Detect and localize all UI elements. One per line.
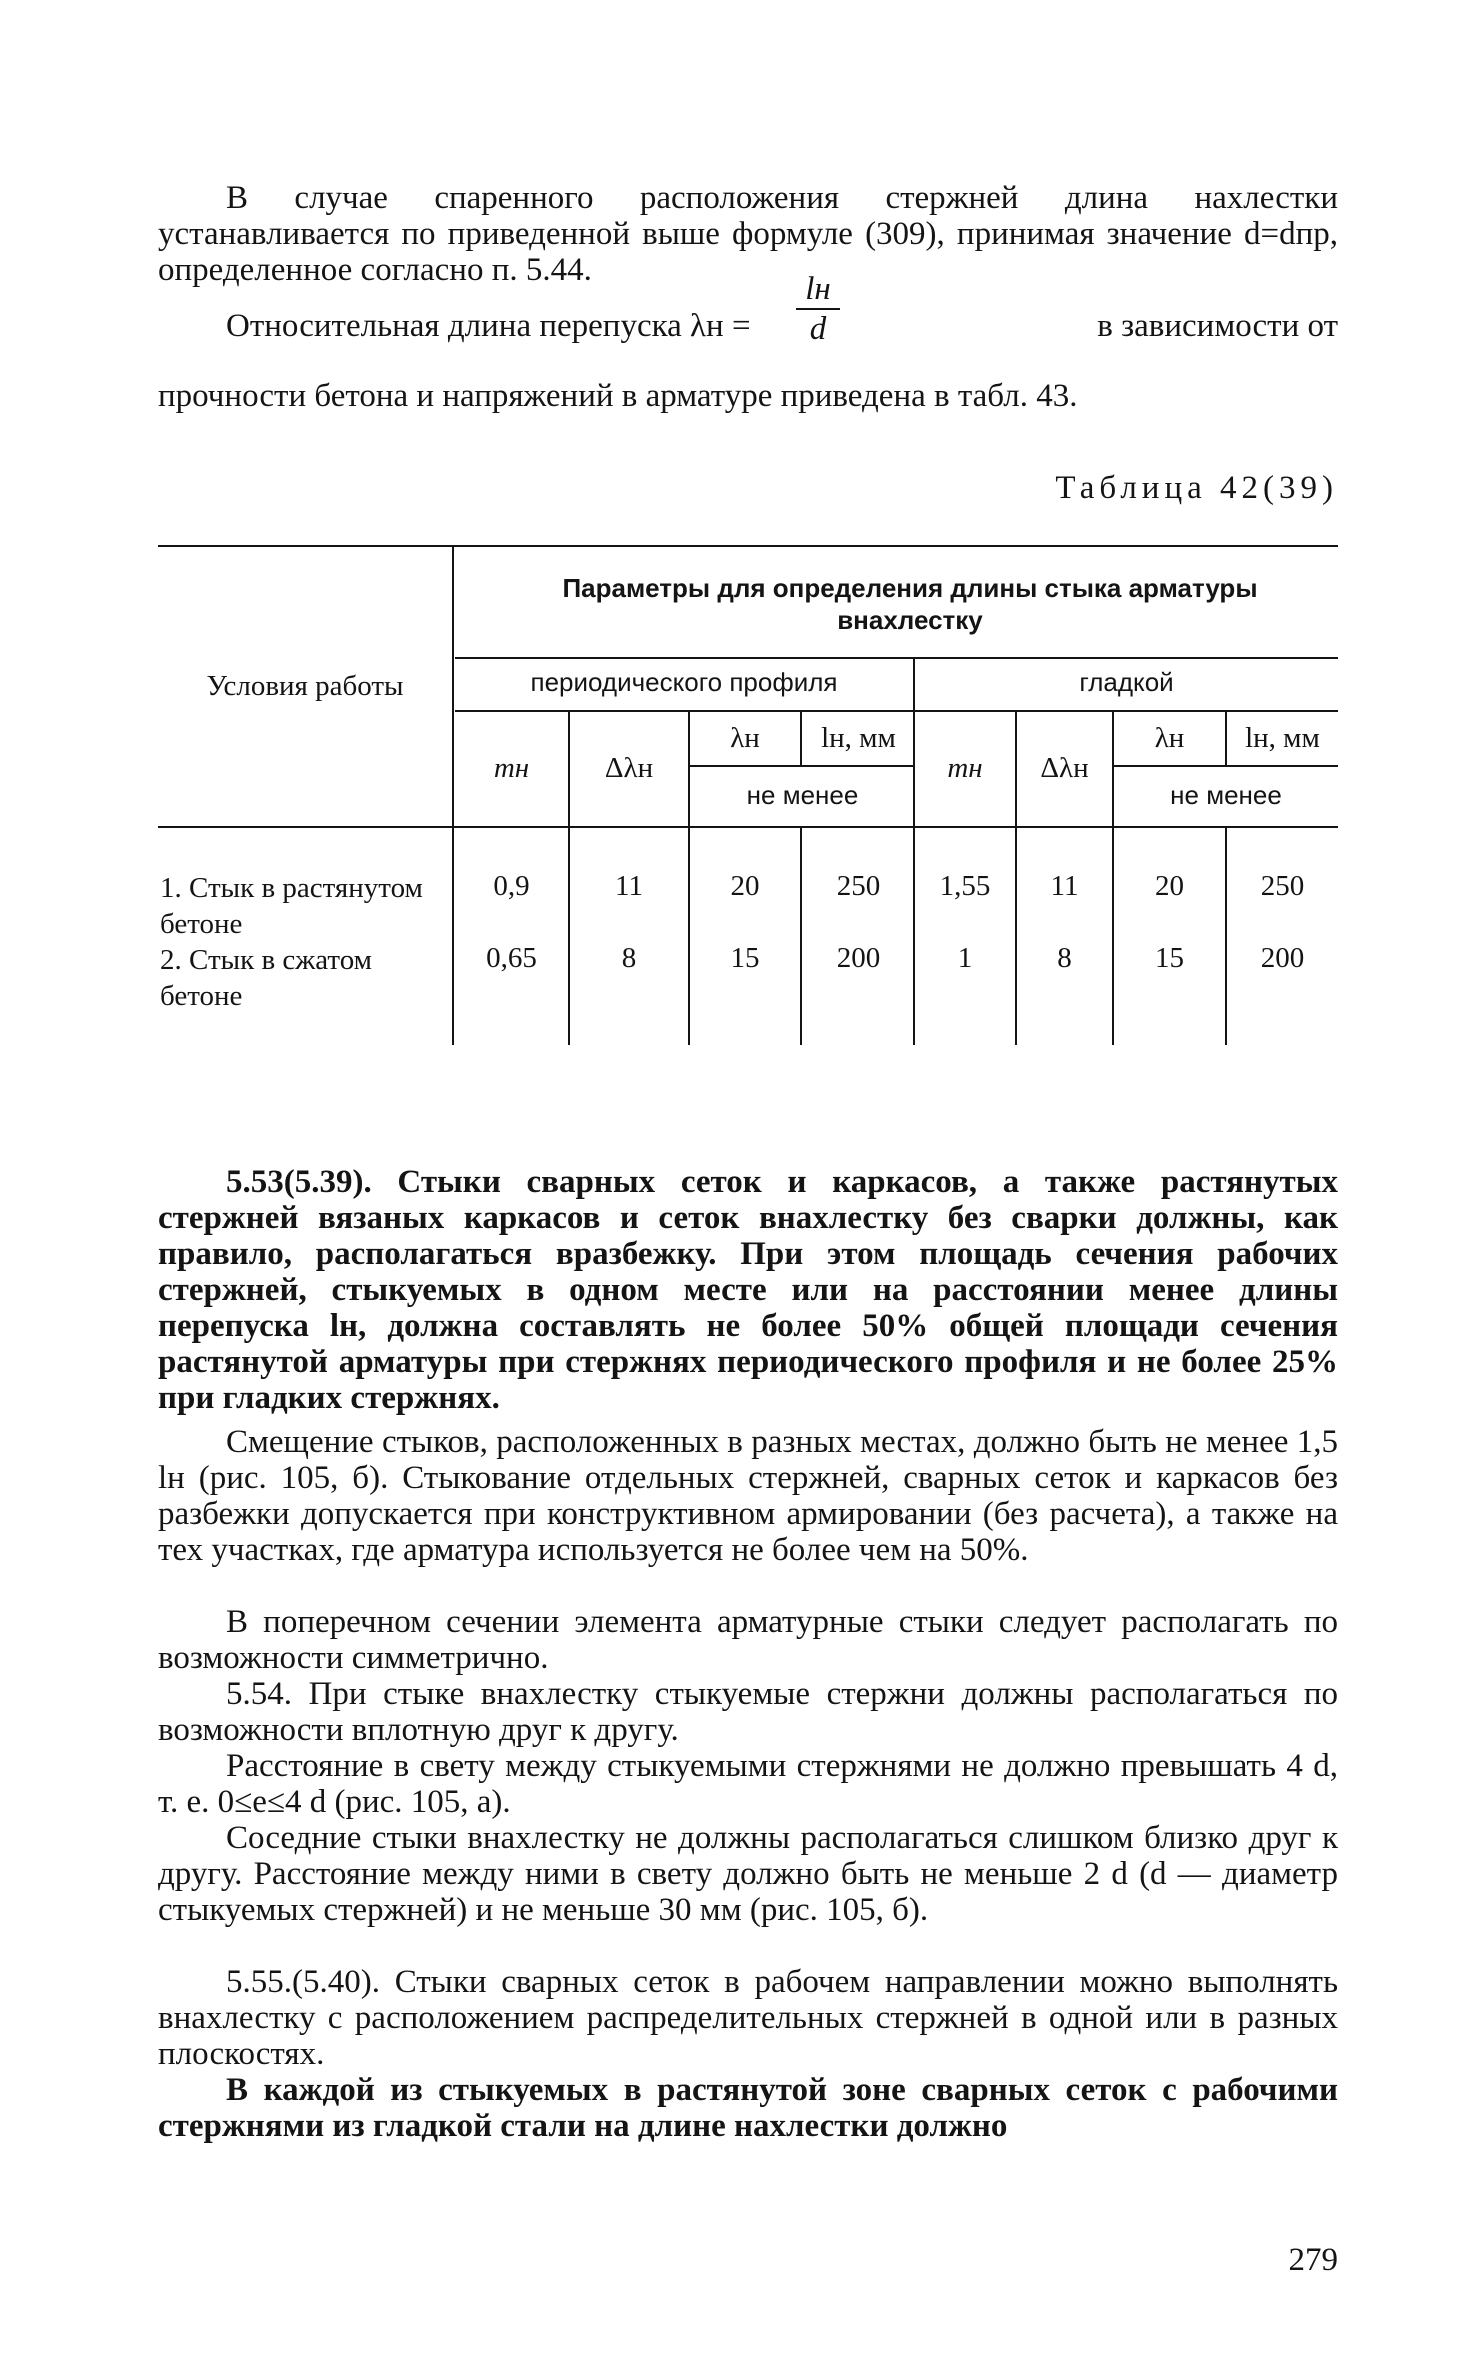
fraction-ln-over-d: [796, 270, 840, 348]
header-smooth: гладкой: [1079, 667, 1174, 697]
header-periodic: периодического профиля: [530, 667, 838, 697]
row1-condition: 1. Стык в растянутом бетоне: [160, 872, 423, 940]
paragraph-distance: Расстояние в свету между стыкуемыми стержнями не должно превышать 4 d, т. е. 0≤e≤4 d (рис. 105, а).: [158, 1748, 1338, 1820]
paragraph-adjacent: Соседние стыки внахлестку не должны располагаться слишком близко друг к другу. Расстояние между ними в свету должно быть не меньше 2 d (d — диаметр стыкуемых стержней) и не меньше 30 мм (рис. 105, б).: [158, 1820, 1338, 1928]
table-line: [915, 710, 1338, 712]
row2-p-l: 15: [730, 942, 760, 974]
row2-p-m: 0,65: [486, 942, 537, 974]
fraction-denominator: d: [809, 311, 827, 347]
table-header-bottom-rule: [158, 826, 1338, 828]
header-dl-smooth: Δλн: [1040, 752, 1089, 784]
formula-text-end: в зависимости от: [1097, 308, 1338, 344]
paragraph-paired-bars: В случае спаренного расположения стержней длина нахлестки устанавливается по приведенной выше формуле (309), принимая значение d=dпр, определенное согласно п. 5.44.: [158, 180, 1338, 288]
row1-s-l: 20: [1155, 870, 1184, 902]
fraction-numerator: lн: [796, 270, 840, 310]
header-ln-smooth: lн, мм: [1245, 722, 1320, 754]
row1-s-ln: 250: [1260, 870, 1305, 902]
header-min-periodic: не менее: [746, 780, 859, 810]
header-m-smooth: mн: [947, 752, 983, 784]
row2-s-l: 15: [1155, 942, 1184, 974]
table-line: [455, 657, 1338, 659]
header-l-smooth: λн: [1154, 722, 1185, 754]
table-col-divider: [1225, 826, 1227, 1045]
row2-p-dl: 8: [621, 942, 637, 974]
row1-p-l: 20: [730, 870, 760, 902]
table-top-rule: [158, 545, 1338, 547]
table-line: [690, 765, 915, 767]
header-l-periodic: λн: [730, 722, 760, 754]
paragraph-5-54: 5.54. При стыке внахлестку стыкуемые стержни должны располагаться по возможности вплотную друг к другу.: [158, 1676, 1338, 1748]
header-dl-periodic: Δλн: [604, 752, 654, 784]
row2-s-dl: 8: [1057, 942, 1072, 974]
paragraph-cross-section: В поперечном сечении элемента арматурные стыки следует располагать по возможности симметрично.: [158, 1604, 1338, 1676]
header-m-periodic: mн: [493, 752, 530, 784]
row2-condition: 2. Стык в сжатом бетоне: [160, 944, 373, 1012]
row2-p-ln: 200: [836, 942, 881, 974]
row1-p-m: 0,9: [493, 870, 530, 902]
formula-text-start: Относительная длина перепуска λн =: [226, 308, 751, 344]
table-col-divider: [452, 545, 454, 1045]
table-col-divider: [913, 657, 915, 1045]
page-number: 279: [1288, 2242, 1338, 2278]
row1-s-m: 1,55: [939, 870, 991, 902]
header-main: Параметры для определения длины стыка арматуры внахлестку: [562, 573, 1258, 635]
header-ln-periodic: lн, мм: [821, 722, 896, 754]
row1-p-ln: 250: [836, 870, 881, 902]
header-min-smooth: не менее: [1170, 780, 1282, 810]
table-caption: Таблица 42(39): [1055, 470, 1338, 506]
paragraph-offset: Смещение стыков, расположенных в разных местах, должно быть не менее 1,5 lн (рис. 105, б). Стыкование отдельных стержней, сварных сеток и каркасов без разбежки допускается при конструктивном армировании (без расчета), а также на тех участках, где арматура используется не более чем на 50%.: [158, 1424, 1338, 1568]
table-line: [455, 710, 915, 712]
header-conditions: Условия работы: [206, 670, 404, 702]
paragraph-5-53: 5.53(5.39). Стыки сварных сеток и каркасов, а также растянутых стержней вязаных каркасов и сеток внахлестку без сварки должны, как правило, располагаться вразбежку. При этом площадь сечения рабочих стержней, стыкуемых в одном месте или на расстоянии менее длины перепуска lн, должна составлять не более 50% общей площади сечения растянутой арматуры при стержнях периодического профиля и не более 25% при гладких стержнях.: [158, 1164, 1338, 1416]
row1-s-dl: 11: [1050, 870, 1079, 902]
paragraph-last: В каждой из стыкуемых в растянутой зоне сварных сеток с рабочими стержнями из гладкой стали на длине нахлестки должно: [158, 2072, 1338, 2144]
paragraph-relative-length-cont: прочности бетона и напряжений в арматуре приведена в табл. 43.: [158, 378, 1078, 414]
table-col-divider: [800, 826, 802, 1045]
row2-s-m: 1: [957, 942, 973, 974]
paragraph-5-55: 5.55.(5.40). Стыки сварных сеток в рабочем направлении можно выполнять внахлестку с расположением распределительных стержней в одной или в разных плоскостях.: [158, 1964, 1338, 2072]
row1-p-dl: 11: [615, 870, 643, 902]
row2-s-ln: 200: [1260, 942, 1305, 974]
